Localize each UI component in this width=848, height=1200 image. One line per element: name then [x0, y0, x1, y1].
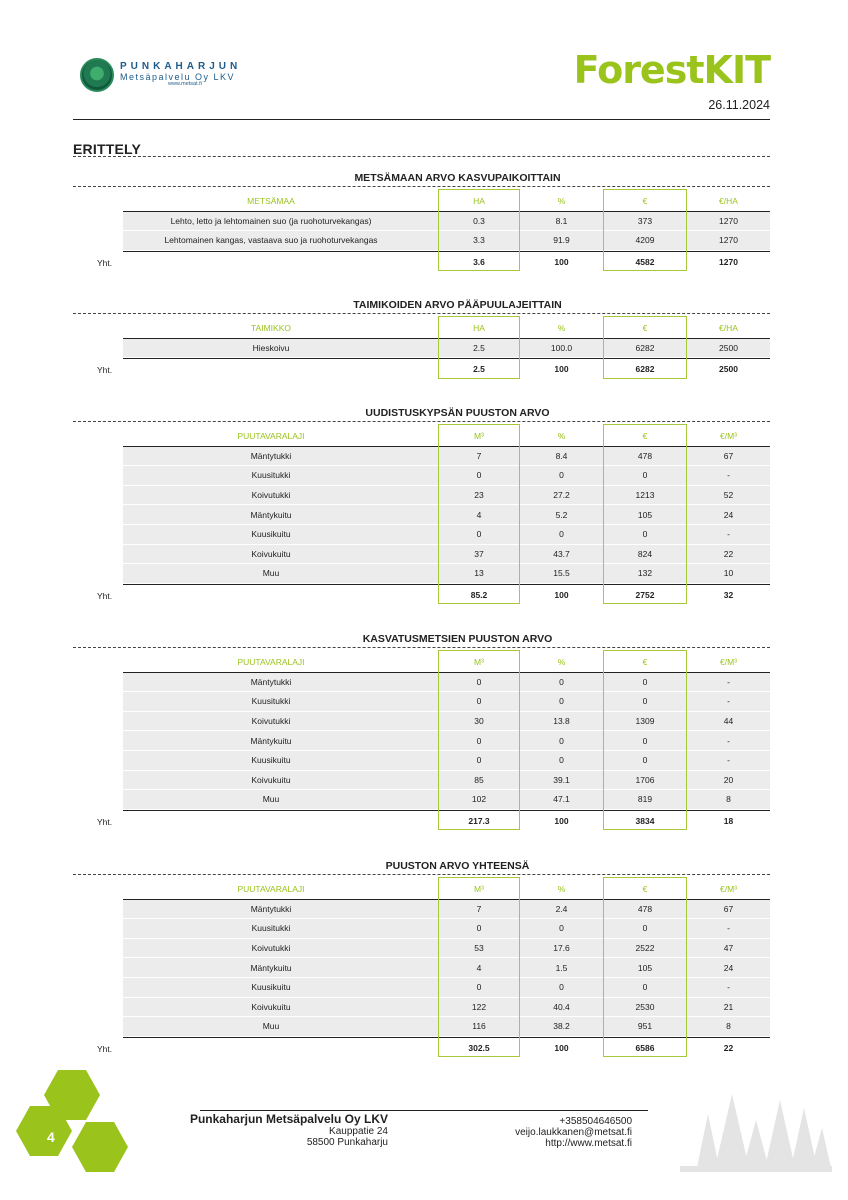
cell-unit-value: 52 [723, 490, 734, 501]
total-label: Yht. [97, 590, 113, 601]
table-row [123, 673, 770, 693]
cell-percent: 1.5 [555, 962, 568, 973]
forest-trees-icon [680, 1088, 832, 1172]
column-header-name: PUUTAVARALAJI [237, 430, 305, 441]
table-row [123, 212, 770, 232]
cell-unit-value: 21 [723, 1001, 734, 1012]
cell-quantity: 3.3 [473, 235, 485, 246]
total-quantity: 2.5 [473, 363, 485, 374]
section-title: PUUSTON ARVO YHTEENSÄ [385, 860, 530, 872]
company-city: 58500 Punkaharju [306, 1137, 388, 1148]
column-header-quantity: M³ [474, 883, 484, 894]
cell-quantity: 0 [476, 982, 482, 993]
cell-name: Koivutukki [251, 943, 291, 954]
table-row [123, 692, 770, 712]
table-row [123, 1017, 770, 1037]
cell-name: Mäntytukki [250, 903, 292, 914]
total-label: Yht. [97, 257, 113, 268]
table-row [123, 339, 770, 359]
table-header-row [73, 191, 770, 211]
cell-value: 2530 [635, 1001, 655, 1012]
cell-percent: 0 [559, 755, 564, 766]
cell-value: 478 [637, 450, 653, 461]
cell-name: Koivukuitu [251, 774, 291, 785]
column-header-value: € [642, 430, 648, 441]
cell-quantity: 102 [471, 794, 487, 805]
section-divider [73, 874, 770, 875]
cell-percent: 5.2 [555, 509, 568, 520]
total-value: 2752 [635, 589, 655, 600]
total-percent: 100 [554, 1042, 569, 1053]
table-header-row [73, 879, 770, 899]
total-percent: 100 [554, 589, 569, 600]
logo-url: www.metsat.fi [168, 81, 202, 88]
data-table [73, 652, 770, 830]
table-row [123, 712, 770, 732]
cell-name: Kuusitukki [251, 470, 291, 481]
section-1 [73, 172, 770, 271]
cell-unit-value: 24 [723, 509, 734, 520]
cell-unit-value: - [727, 696, 730, 707]
data-table [73, 879, 770, 1057]
cell-unit-value: 1270 [719, 235, 738, 246]
page-title: ERITTELY [73, 141, 141, 157]
table-row [123, 751, 770, 771]
table-row [123, 900, 770, 920]
cell-value: 0 [642, 696, 648, 707]
column-header-percent: % [557, 883, 566, 894]
cell-value: 105 [637, 509, 653, 520]
table-row [123, 919, 770, 939]
header-divider [73, 119, 770, 120]
cell-percent: 47.1 [553, 794, 570, 805]
total-quantity: 85.2 [470, 589, 488, 600]
section-divider [73, 186, 770, 187]
section-title: UUDISTUSKYPSÄN PUUSTON ARVO [365, 407, 550, 419]
table-row [123, 486, 770, 506]
table-row [123, 978, 770, 998]
cell-quantity: 2.5 [473, 342, 485, 353]
total-unit-value: 32 [723, 589, 734, 600]
cell-quantity: 85 [474, 774, 484, 785]
contact-email[interactable]: veijo.laukkanen@metsat.fi [515, 1127, 632, 1138]
footer-divider [200, 1110, 648, 1111]
table-row [123, 771, 770, 791]
cell-value: 824 [637, 548, 653, 559]
column-header-value: € [642, 883, 648, 894]
cell-name: Hieskoivu [252, 342, 290, 353]
cell-percent: 0 [559, 982, 564, 993]
total-row [73, 1038, 770, 1058]
data-table [73, 318, 770, 379]
contact-phone: +358504646500 [559, 1116, 632, 1127]
title-divider [73, 156, 770, 157]
section-divider [73, 313, 770, 314]
cell-name: Muu [262, 568, 280, 579]
cell-value: 132 [637, 568, 653, 579]
company-logo [80, 58, 241, 92]
cell-quantity: 116 [472, 1021, 486, 1032]
total-quantity: 302.5 [468, 1042, 490, 1053]
cell-name: Koivutukki [251, 716, 291, 727]
total-unit-value: 18 [723, 815, 734, 826]
table-row [123, 731, 770, 751]
cell-quantity: 7 [476, 450, 482, 461]
cell-percent: 100.0 [550, 342, 573, 353]
cell-percent: 0 [559, 529, 564, 540]
cell-percent: 39.1 [553, 774, 570, 785]
cell-value: 0 [642, 735, 648, 746]
logo-name: PUNKAHARJUN [120, 61, 242, 73]
table-row [123, 790, 770, 810]
total-label: Yht. [97, 816, 113, 827]
column-header-percent: % [557, 322, 566, 333]
total-quantity: 217.3 [468, 815, 490, 826]
total-row [73, 359, 770, 379]
cell-unit-value: 67 [723, 450, 734, 461]
table-row [123, 998, 770, 1018]
cell-percent: 2.4 [555, 903, 568, 914]
company-street: Kauppatie 24 [329, 1126, 388, 1137]
column-header-unit-value: €/HA [719, 322, 738, 333]
cell-quantity: 37 [474, 548, 484, 559]
section-4 [73, 633, 770, 830]
column-header-quantity: M³ [474, 656, 484, 667]
cell-quantity: 13 [474, 568, 484, 579]
cell-value: 1706 [635, 774, 655, 785]
cell-quantity: 23 [474, 490, 484, 501]
cell-percent: 0 [559, 470, 564, 481]
cell-value: 6282 [635, 342, 655, 353]
section-title: METSÄMAAN ARVO KASVUPAIKOITTAIN [354, 172, 561, 184]
total-unit-value: 2500 [719, 363, 738, 374]
section-5 [73, 860, 770, 1057]
cell-unit-value: 20 [723, 774, 734, 785]
cell-quantity: 122 [471, 1001, 487, 1012]
table-header-row [73, 426, 770, 446]
cell-percent: 0 [559, 676, 564, 687]
hexagon-decoration [16, 1070, 128, 1174]
column-header-percent: % [557, 430, 566, 441]
cell-quantity: 0 [476, 470, 482, 481]
data-table [73, 191, 770, 271]
table-row [123, 564, 770, 584]
column-header-name: PUUTAVARALAJI [237, 656, 305, 667]
column-header-percent: % [557, 195, 566, 206]
total-percent: 100 [554, 256, 569, 267]
table-row [123, 525, 770, 545]
total-label: Yht. [97, 365, 113, 376]
cell-name: Lehto, letto ja lehtomainen suo (ja ruohoturvekangas) [170, 215, 372, 226]
cell-name: Kuusitukki [251, 923, 291, 934]
cell-value: 0 [642, 982, 648, 993]
cell-name: Mäntytukki [250, 676, 292, 687]
cell-value: 0 [642, 755, 648, 766]
cell-unit-value: - [727, 529, 730, 540]
cell-percent: 8.4 [555, 450, 568, 461]
column-header-unit-value: €/M³ [720, 656, 737, 667]
section-divider [73, 647, 770, 648]
total-unit-value: 22 [723, 1042, 734, 1053]
section-3 [73, 407, 770, 604]
column-header-name: TAIMIKKO [251, 322, 291, 333]
cell-name: Muu [262, 1021, 280, 1032]
contact-info [515, 1116, 632, 1149]
cell-value: 478 [637, 903, 653, 914]
cell-unit-value: - [727, 735, 730, 746]
cell-percent: 0 [559, 696, 564, 707]
cell-unit-value: 22 [723, 548, 734, 559]
cell-unit-value: 8 [726, 1021, 731, 1032]
logo-subtitle: Metsäpalvelu Oy LKV [120, 71, 236, 82]
cell-percent: 43.7 [553, 548, 570, 559]
contact-website[interactable]: http://www.metsat.fi [545, 1138, 632, 1149]
cell-unit-value: - [727, 676, 730, 687]
cell-value: 1309 [635, 716, 655, 727]
cell-unit-value: 24 [723, 962, 734, 973]
cell-value: 819 [637, 794, 653, 805]
total-percent: 100 [554, 815, 569, 826]
cell-percent: 38.2 [553, 1021, 570, 1032]
cell-name: Lehtomainen kangas, vastaava suo ja ruohoturvekangas [164, 235, 378, 246]
cell-value: 0 [642, 470, 648, 481]
cell-name: Mäntykuitu [250, 735, 292, 746]
cell-value: 2522 [635, 943, 655, 954]
data-table [73, 426, 770, 604]
cell-percent: 27.2 [553, 490, 570, 501]
cell-percent: 8.1 [555, 215, 568, 226]
cell-value: 105 [637, 962, 653, 973]
column-header-unit-value: €/M³ [720, 430, 737, 441]
total-value: 6282 [635, 363, 655, 374]
cell-unit-value: 1270 [719, 215, 738, 226]
cell-value: 951 [637, 1021, 653, 1032]
cell-unit-value: 10 [723, 568, 734, 579]
cell-name: Kuusikuitu [251, 529, 291, 540]
cell-percent: 40.4 [553, 1001, 570, 1012]
column-header-unit-value: €/HA [719, 195, 738, 206]
cell-unit-value: 67 [723, 903, 734, 914]
tree-globe-icon [80, 58, 114, 92]
cell-value: 0 [642, 676, 648, 687]
cell-name: Kuusitukki [251, 696, 291, 707]
cell-name: Koivukuitu [251, 1001, 291, 1012]
cell-quantity: 53 [474, 943, 484, 954]
cell-name: Kuusikuitu [251, 755, 291, 766]
cell-unit-value: - [727, 755, 730, 766]
cell-percent: 13.8 [553, 716, 570, 727]
column-header-value: € [642, 195, 648, 206]
cell-quantity: 4 [476, 962, 482, 973]
cell-name: Mäntykuitu [250, 509, 292, 520]
cell-unit-value: - [727, 982, 730, 993]
cell-percent: 15.5 [553, 568, 570, 579]
cell-quantity: 7 [476, 903, 482, 914]
total-row [73, 585, 770, 605]
table-row [123, 939, 770, 959]
cell-value: 0 [642, 529, 648, 540]
page-footer [0, 1070, 848, 1200]
cell-quantity: 4 [476, 509, 482, 520]
total-value: 3834 [635, 815, 655, 826]
cell-name: Koivutukki [251, 490, 291, 501]
cell-quantity: 0 [476, 696, 482, 707]
cell-value: 4209 [635, 235, 655, 246]
column-header-unit-value: €/M³ [720, 883, 737, 894]
table-row [123, 466, 770, 486]
total-unit-value: 1270 [719, 256, 738, 267]
cell-quantity: 0 [476, 923, 482, 934]
total-label: Yht. [97, 1043, 113, 1054]
table-row [123, 231, 770, 251]
column-header-percent: % [557, 656, 566, 667]
total-percent: 100 [554, 363, 569, 374]
column-header-name: METSÄMAA [247, 195, 295, 206]
total-row [73, 252, 770, 272]
page-number: 4 [47, 1129, 55, 1145]
column-header-name: PUUTAVARALAJI [237, 883, 305, 894]
column-header-quantity: HA [473, 322, 485, 333]
cell-value: 373 [637, 215, 653, 226]
total-quantity: 3.6 [473, 256, 485, 267]
cell-value: 0 [642, 923, 648, 934]
cell-unit-value: 8 [726, 794, 731, 805]
section-title: TAIMIKOIDEN ARVO PÄÄPUULAJEITTAIN [353, 299, 562, 311]
section-title: KASVATUSMETSIEN PUUSTON ARVO [362, 633, 553, 645]
table-header-row [73, 318, 770, 338]
column-header-quantity: M³ [474, 430, 484, 441]
cell-name: Kuusikuitu [251, 982, 291, 993]
column-header-quantity: HA [473, 195, 485, 206]
cell-percent: 0 [559, 923, 564, 934]
section-2 [73, 299, 770, 379]
cell-quantity: 0 [476, 735, 482, 746]
column-header-value: € [642, 656, 648, 667]
cell-quantity: 0 [476, 676, 482, 687]
cell-name: Mäntytukki [250, 450, 292, 461]
cell-unit-value: - [727, 470, 730, 481]
table-row [123, 447, 770, 467]
total-row [73, 811, 770, 831]
cell-quantity: 30 [474, 716, 484, 727]
cell-name: Muu [262, 794, 280, 805]
company-address [190, 1113, 388, 1148]
page-header [0, 0, 848, 125]
total-value: 4582 [635, 256, 655, 267]
section-divider [73, 421, 770, 422]
cell-quantity: 0 [476, 755, 482, 766]
forestkit-brand: ForestKIT [573, 48, 770, 92]
company-name: Punkaharjun Metsäpalvelu Oy LKV [189, 1112, 388, 1126]
cell-name: Koivukuitu [251, 548, 291, 559]
table-row [123, 545, 770, 565]
column-header-value: € [642, 322, 648, 333]
report-date: 26.11.2024 [708, 98, 770, 112]
cell-unit-value: - [727, 923, 730, 934]
cell-percent: 17.6 [553, 943, 570, 954]
cell-unit-value: 44 [723, 716, 734, 727]
cell-value: 1213 [635, 490, 655, 501]
cell-unit-value: 47 [723, 943, 734, 954]
cell-name: Mäntykuitu [250, 962, 292, 973]
cell-unit-value: 2500 [719, 342, 738, 353]
cell-quantity: 0 [476, 529, 482, 540]
table-header-row [73, 652, 770, 672]
cell-percent: 0 [559, 735, 564, 746]
table-row [123, 958, 770, 978]
cell-percent: 91.9 [553, 235, 570, 246]
total-value: 6586 [635, 1042, 655, 1053]
table-row [123, 505, 770, 525]
cell-quantity: 0.3 [473, 215, 485, 226]
